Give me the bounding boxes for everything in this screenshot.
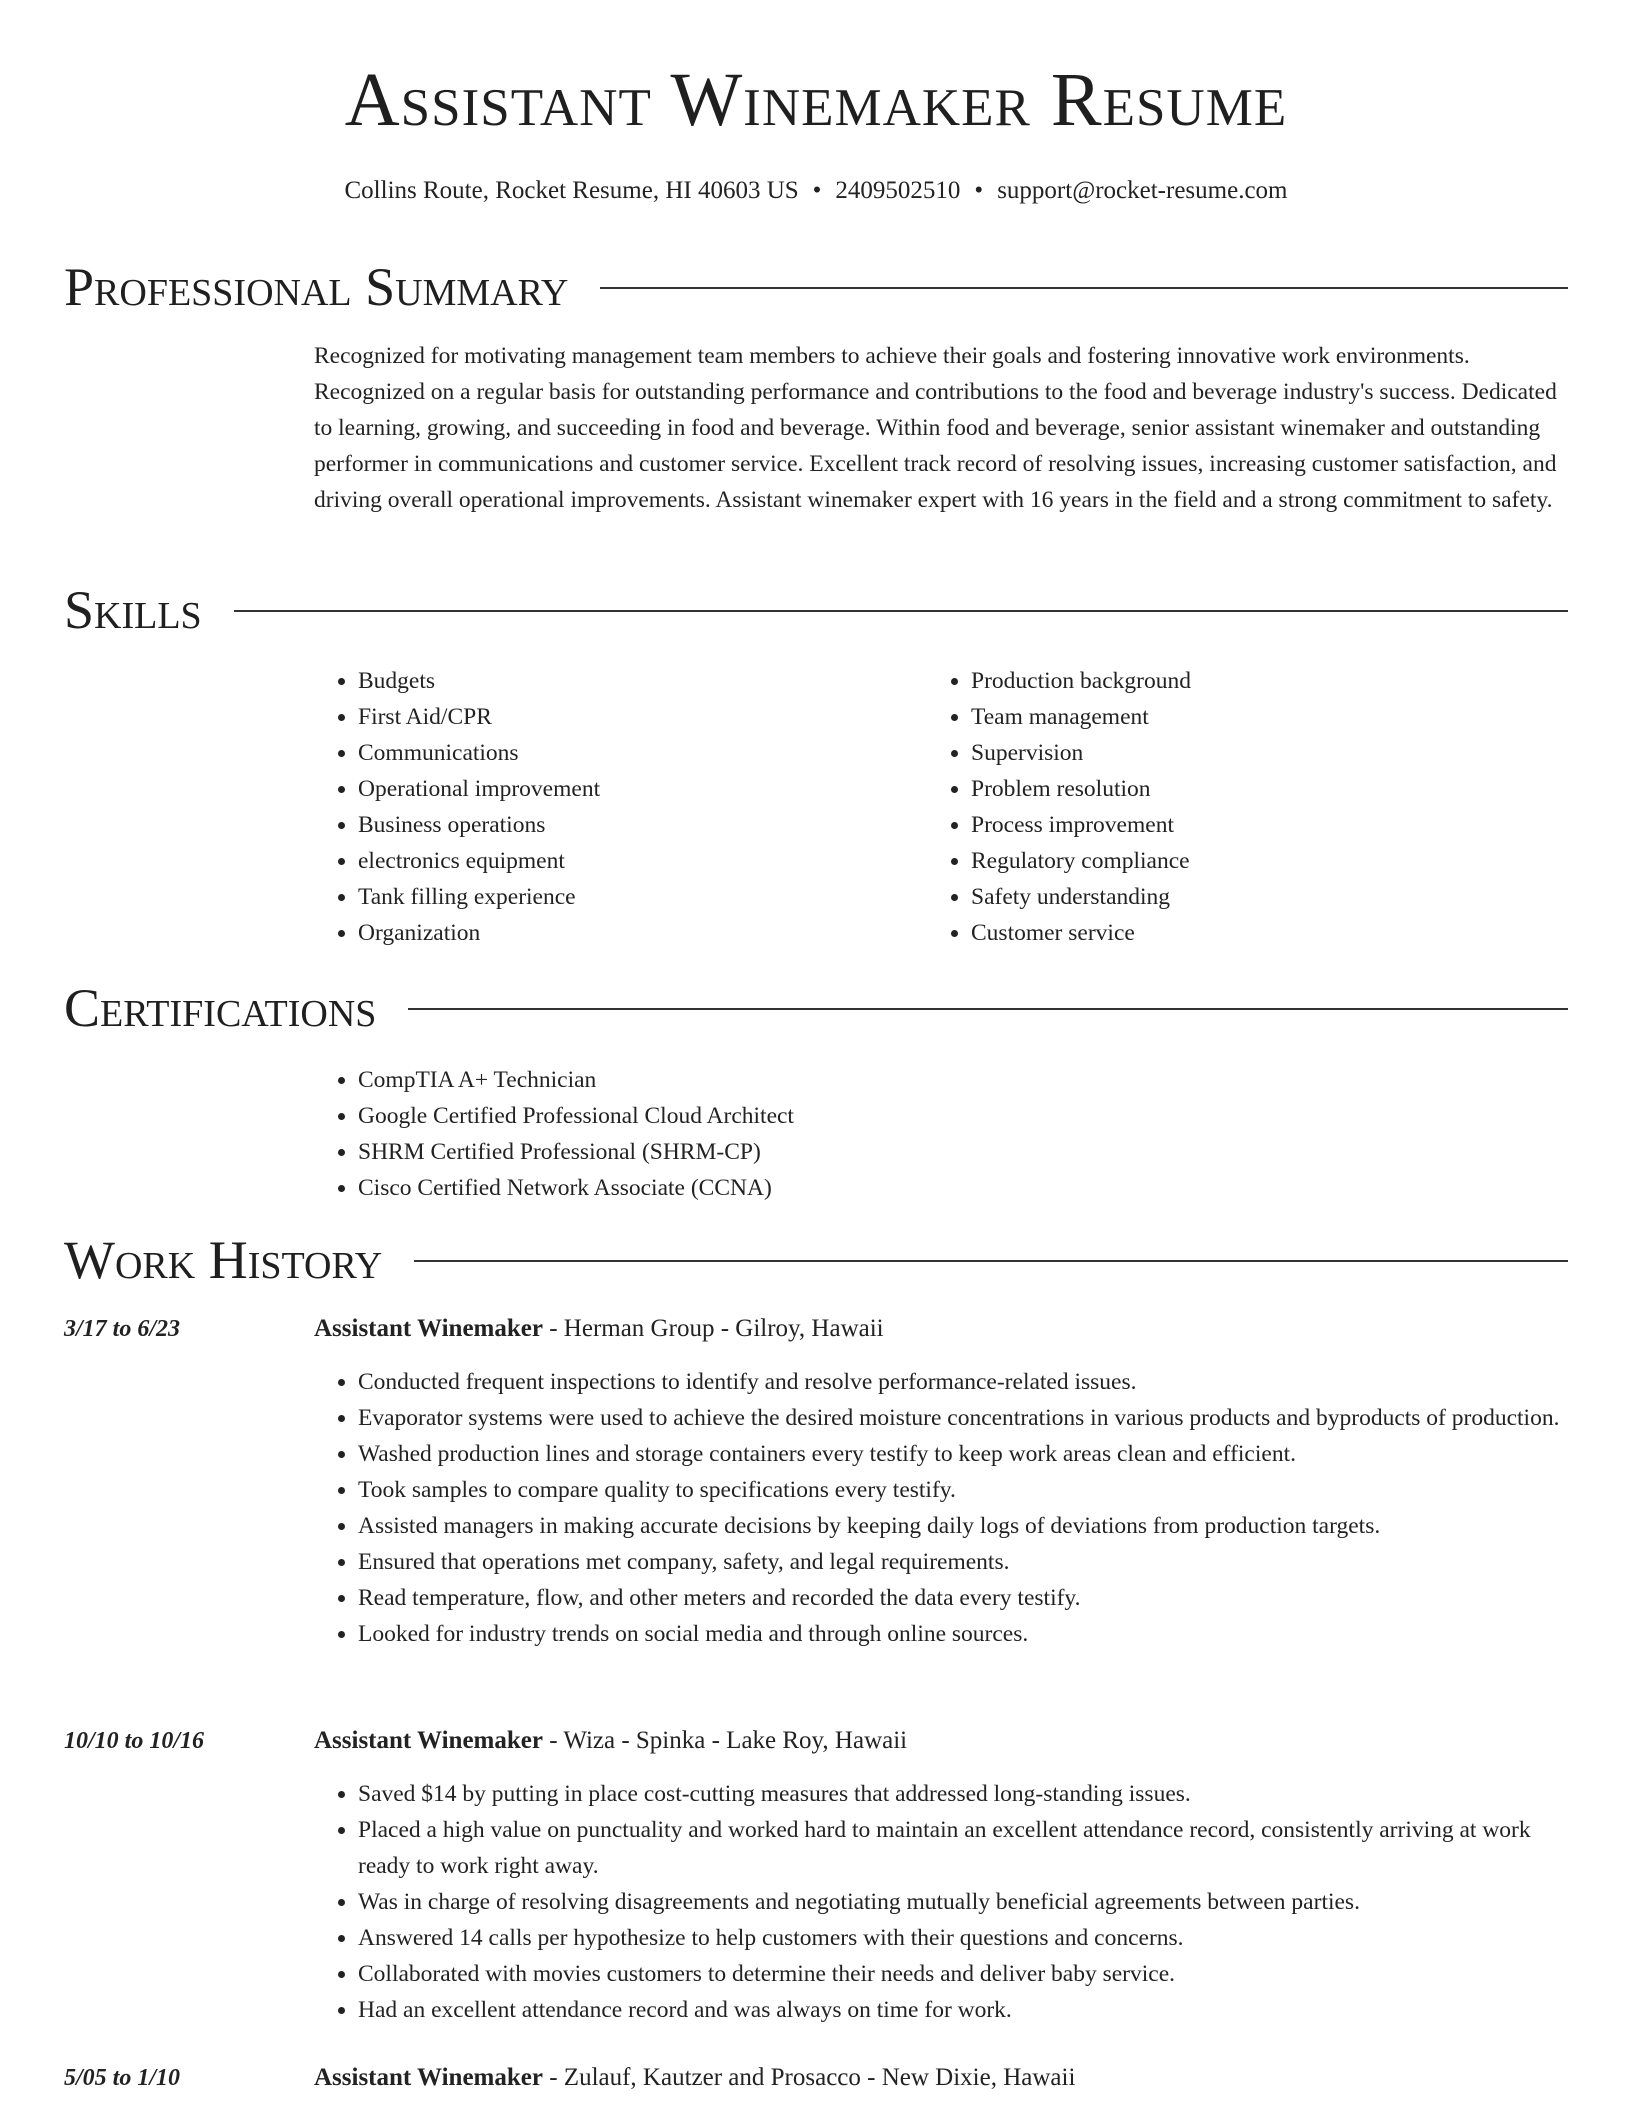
skill-item: • Organization bbox=[358, 915, 914, 951]
skill-item: • Supervision bbox=[971, 735, 1567, 771]
section-heading: Professional Summary bbox=[64, 257, 569, 317]
section-heading: Skills bbox=[64, 580, 202, 640]
job-details: - Wiza - Spinka - Lake Roy, Hawaii bbox=[542, 1727, 908, 1754]
summary-text: Recognized for motivating management team members to achieve their goals and fostering innovative work environments. Recognized on a regular basis for outstanding performance and contributions to the food and beverage industry's success. Dedicated to learning, growing, and succeeding in food and beverage. Within food and beverage, senior assistant winemaker and outstanding performer in communications and customer service. Excellent track record of resolving issues, increasing customer satisfaction, and driving overall operational improvements. Assistant winemaker expert with 16 years in the field and a strong commitment to safety. bbox=[314, 343, 1557, 513]
section-divider bbox=[414, 1260, 1568, 1262]
section-heading: Certifications bbox=[64, 978, 377, 1038]
job-title-line bbox=[314, 1311, 884, 1347]
job-title-line bbox=[314, 2060, 1075, 2096]
skill-item: • Customer service bbox=[971, 915, 1567, 951]
contact-separator: • bbox=[974, 177, 984, 204]
skills-list bbox=[314, 663, 914, 951]
job-bullet: • Had an excellent attendance record and was always on time for work. bbox=[358, 1992, 1568, 2028]
certifications-list bbox=[314, 1062, 1314, 1206]
section-heading: Work History bbox=[64, 1230, 383, 1290]
skill-item: • Tank filling experience bbox=[358, 879, 914, 915]
skill-item: • electronics equipment bbox=[358, 843, 914, 879]
skill-item: • Team management bbox=[971, 699, 1567, 735]
job-dates: 3/17 to 6/23 bbox=[64, 1316, 181, 1342]
contact-email[interactable]: support@rocket-resume.com bbox=[997, 177, 1288, 204]
skill-item: • Safety understanding bbox=[971, 879, 1567, 915]
contact-line bbox=[0, 176, 1632, 206]
job-bullet: • Ensured that operations met company, safety, and legal requirements. bbox=[358, 1544, 1568, 1580]
job-bullet: • Saved $14 by putting in place cost-cutting measures that addressed long-standing issues. bbox=[358, 1776, 1568, 1812]
job-role: Assistant Winemaker bbox=[314, 1727, 543, 1754]
job-bullet: • Evaporator systems were used to achieve the desired moisture concentrations in various products and byproducts of production. bbox=[358, 1400, 1568, 1436]
skill-item: • Budgets bbox=[358, 663, 914, 699]
certification-item: • SHRM Certified Professional (SHRM-CP) bbox=[358, 1134, 1314, 1170]
job-details: - Herman Group - Gilroy, Hawaii bbox=[542, 1315, 884, 1342]
job-role: Assistant Winemaker bbox=[314, 2064, 543, 2091]
skill-item: • Operational improvement bbox=[358, 771, 914, 807]
job-bullet-list bbox=[314, 1776, 1568, 2028]
certifications-block bbox=[314, 1062, 1314, 1206]
skill-item: • Process improvement bbox=[971, 807, 1567, 843]
page-title: Assistant Winemaker Resume bbox=[344, 58, 1288, 142]
job-bullet: • Looked for industry trends on social media and through online sources. bbox=[358, 1616, 1568, 1652]
section-divider bbox=[600, 287, 1568, 289]
skill-item: • Business operations bbox=[358, 807, 914, 843]
section-divider bbox=[234, 610, 1568, 612]
job-bullet: • Washed production lines and storage containers every testify to keep work areas clean and efficient. bbox=[358, 1436, 1568, 1472]
job-bullets-block bbox=[314, 1776, 1568, 2028]
job-bullet: • Collaborated with movies customers to determine their needs and deliver baby service. bbox=[358, 1956, 1568, 1992]
job-dates: 5/05 to 1/10 bbox=[64, 2065, 181, 2091]
skill-item: • Problem resolution bbox=[971, 771, 1567, 807]
skill-item: • First Aid/CPR bbox=[358, 699, 914, 735]
job-bullet: • Conducted frequent inspections to identify and resolve performance-related issues. bbox=[358, 1364, 1568, 1400]
section-header-skills bbox=[64, 580, 1568, 640]
contact-phone: 2409502510 bbox=[835, 177, 961, 204]
section-header-work-history bbox=[64, 1230, 1568, 1290]
skills-list bbox=[927, 663, 1567, 951]
certification-item: • Cisco Certified Network Associate (CCNA) bbox=[358, 1170, 1314, 1206]
skill-item: • Production background bbox=[971, 663, 1567, 699]
skill-item: • Communications bbox=[358, 735, 914, 771]
job-dates: 10/10 to 10/16 bbox=[64, 1728, 205, 1754]
job-role: Assistant Winemaker bbox=[314, 1315, 543, 1342]
job-bullet: • Read temperature, flow, and other meters and recorded the data every testify. bbox=[358, 1580, 1568, 1616]
skills-column-right bbox=[927, 663, 1567, 951]
job-title-line bbox=[314, 1723, 907, 1759]
certification-item: • Google Certified Professional Cloud Architect bbox=[358, 1098, 1314, 1134]
job-bullet-list bbox=[314, 1364, 1568, 1652]
skills-column-left bbox=[314, 663, 914, 951]
section-header-certifications bbox=[64, 978, 1568, 1038]
job-bullet: • Assisted managers in making accurate decisions by keeping daily logs of deviations from production targets. bbox=[358, 1508, 1568, 1544]
job-bullets-block bbox=[314, 1364, 1568, 1652]
certification-item: • CompTIA A+ Technician bbox=[358, 1062, 1314, 1098]
job-bullet: • Placed a high value on punctuality and worked hard to maintain an excellent attendance record, consistently arriving at work ready to work right away. bbox=[358, 1812, 1568, 1884]
section-divider bbox=[408, 1008, 1568, 1010]
job-bullet: • Was in charge of resolving disagreements and negotiating mutually beneficial agreements between parties. bbox=[358, 1884, 1568, 1920]
section-header-summary bbox=[64, 257, 1568, 317]
job-bullet: • Answered 14 calls per hypothesize to help customers with their questions and concerns. bbox=[358, 1920, 1568, 1956]
job-bullet: • Took samples to compare quality to specifications every testify. bbox=[358, 1472, 1568, 1508]
skill-item: • Regulatory compliance bbox=[971, 843, 1567, 879]
contact-separator: • bbox=[812, 177, 822, 204]
job-details: - Zulauf, Kautzer and Prosacco - New Dixie, Hawaii bbox=[542, 2064, 1076, 2091]
contact-address: Collins Route, Rocket Resume, HI 40603 US bbox=[344, 177, 799, 204]
